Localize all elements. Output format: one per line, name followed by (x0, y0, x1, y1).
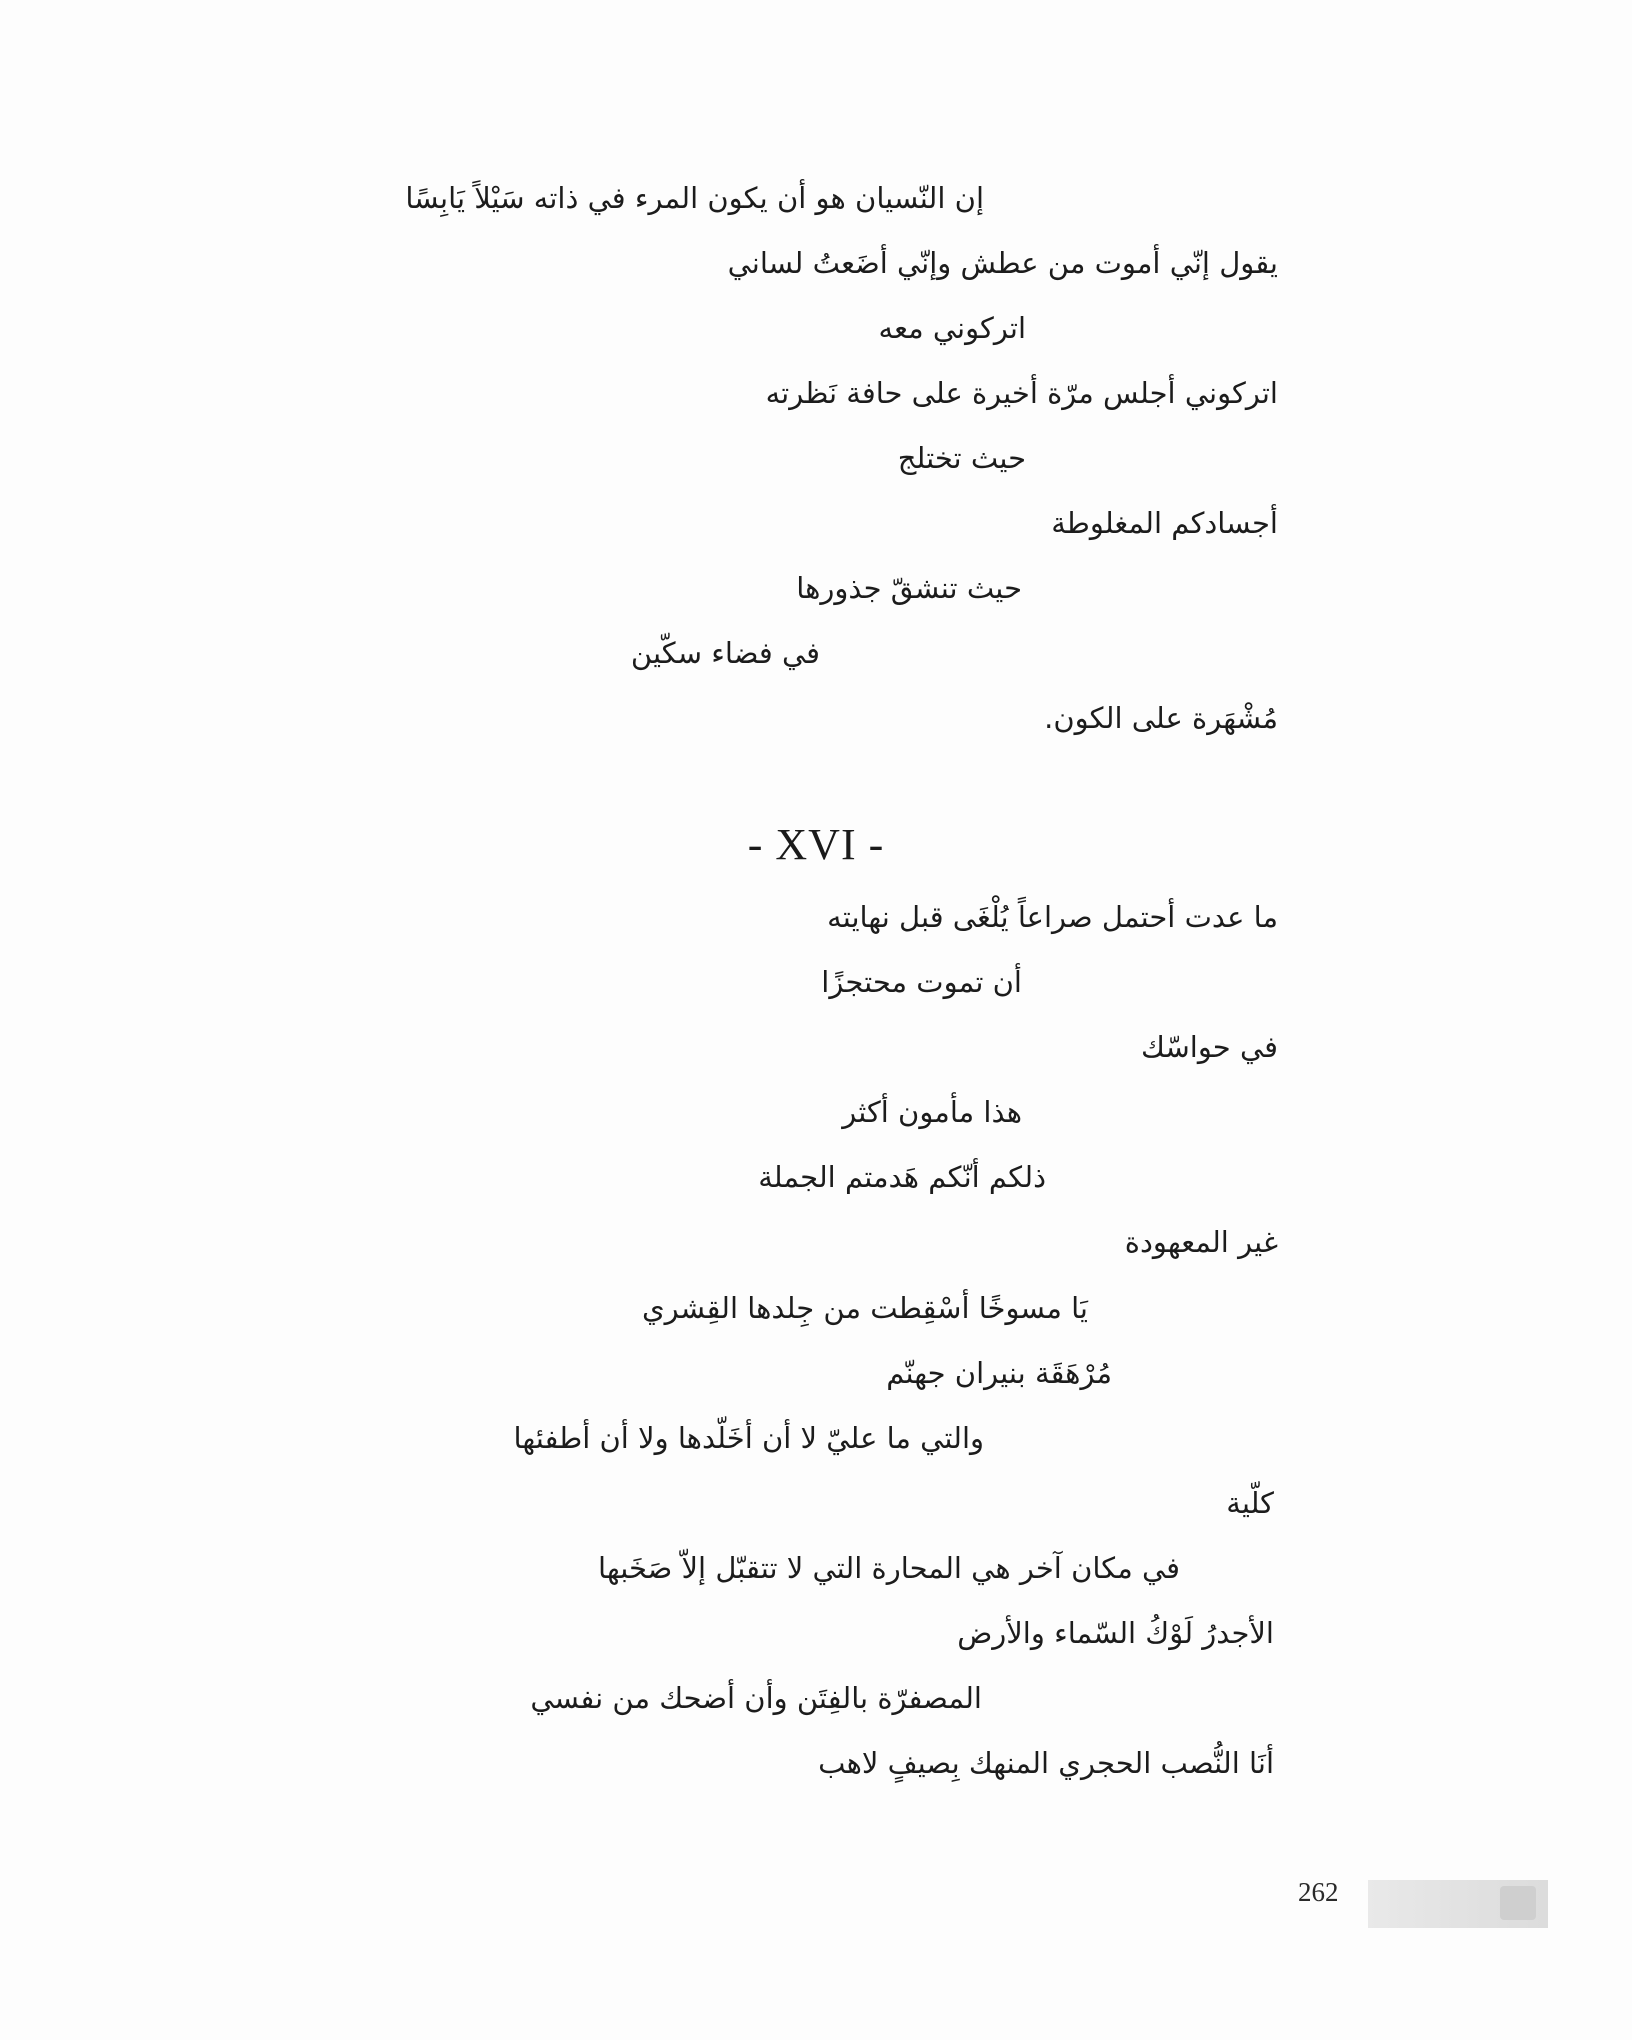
poem-line: اتركوني أجلس مرّة أخيرة على حافة نَظرته (765, 376, 1278, 410)
poem-line: إن النّسيان هو أن يكون المرء في ذاته سَيْلاً يَابِسًا (405, 181, 984, 215)
poem-line: أجسادكم المغلوطة (1051, 506, 1278, 540)
footer-ornament (1368, 1880, 1548, 1928)
poem-line: في مكان آخر هي المحارة التي لا تتقبّل إلاّ صَخَبها (598, 1551, 1180, 1585)
poem-line: ما عدت أحتمل صراعاً يُلْغَى قبل نهايته (827, 900, 1278, 934)
poem-line: والتي ما عليّ لا أن أخَلّدها ولا أن أطفئها (513, 1421, 984, 1455)
poem-line: يَا مسوخًا أسْقِطت من جِلدها القِشري (641, 1291, 1088, 1325)
poem-line: المصفرّة بالفِتَن وأن أضحك من نفسي (530, 1681, 982, 1715)
poem-line: حيث تنشقّ جذورها (796, 571, 1022, 605)
poem-line: أن تموت محتجزًا (821, 965, 1022, 999)
poem-line: في حواسّك (1141, 1030, 1278, 1064)
poem-line: مُشْهَرة على الكون. (1044, 701, 1278, 735)
poem-line: مُرْهَقَة بنيران جهنّم (886, 1356, 1112, 1390)
poem-line: اتركوني معه (878, 311, 1026, 345)
poem-line: ذلكم أنّكم هَدمتم الجملة (758, 1160, 1046, 1194)
poem-line: في فضاء سكّين (630, 636, 820, 670)
publisher-logo-icon (1500, 1886, 1536, 1920)
poem-line: غير المعهودة (1124, 1225, 1278, 1259)
page-number: 262 (1298, 1877, 1339, 1907)
section-number: - XVI - (747, 820, 885, 869)
poem-line: هذا مأمون أكثر (842, 1095, 1022, 1129)
poem-line: حيث تختلج (897, 441, 1026, 475)
poem-line: أنَا النُّصب الحجري المنهك بِصيفٍ لاهب (818, 1746, 1274, 1780)
poem-line: كلّية (1226, 1486, 1274, 1520)
poem-line: الأجدرُ لَوْكُ السّماء والأرض (957, 1616, 1274, 1650)
poem-line: يقول إنّي أموت من عطش وإنّي أضَعتُ لساني (727, 246, 1278, 280)
